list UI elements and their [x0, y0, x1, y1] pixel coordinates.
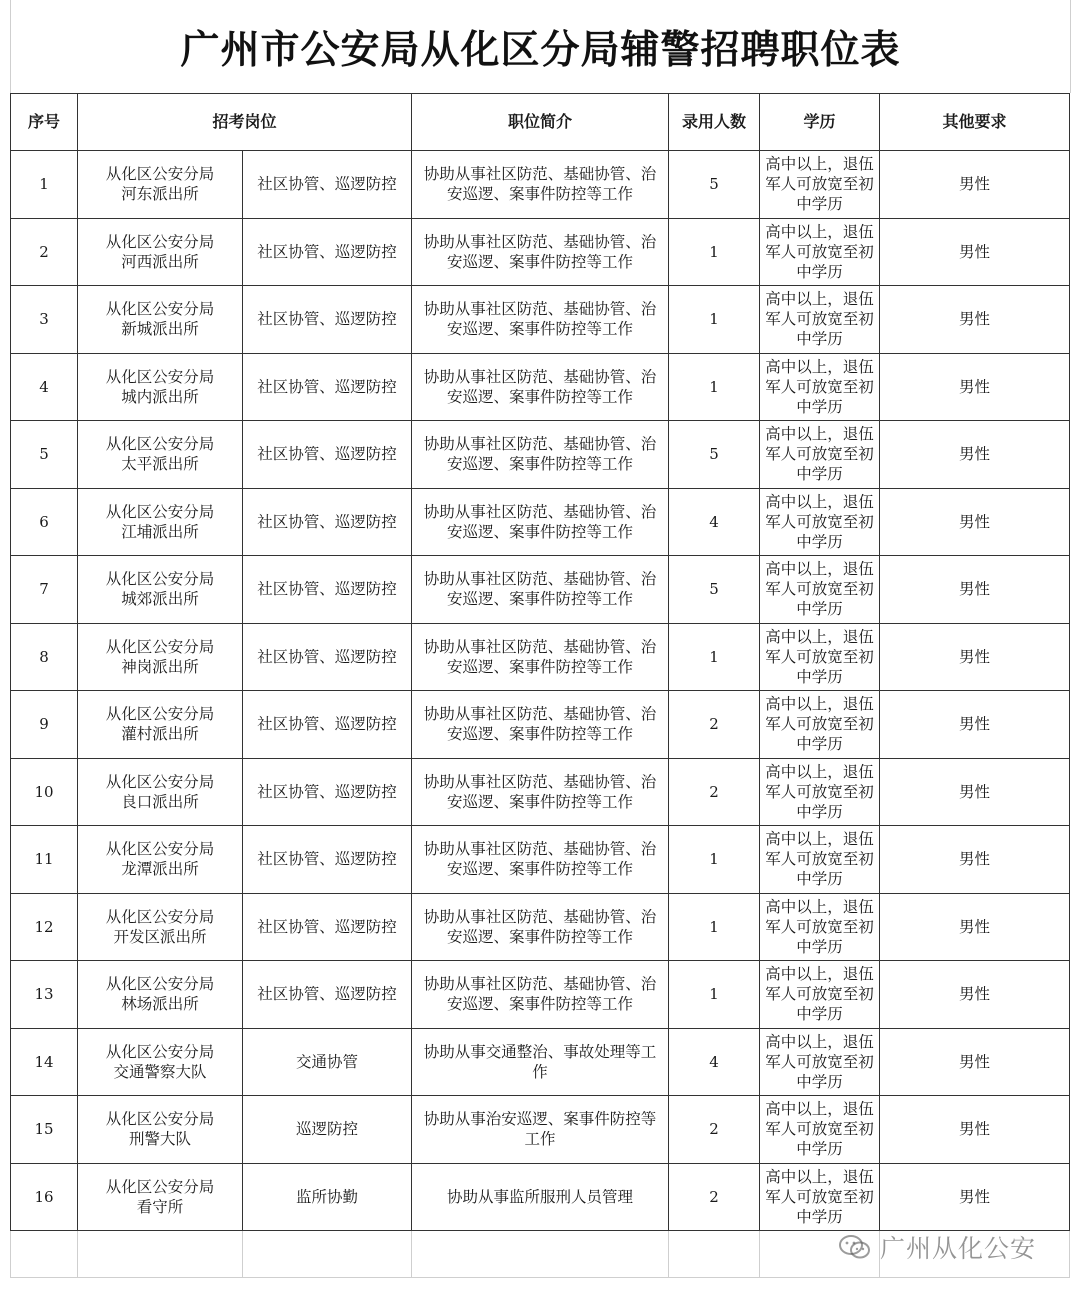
cell-unit: [78, 1163, 243, 1231]
unit-line-1: 从化区公安分局: [105, 840, 215, 859]
cell-description: 协助从事社区防范、基础协管、治安巡逻、案事件防控等工作: [412, 421, 669, 489]
unit-line-1: 从化区公安分局: [105, 300, 215, 319]
unit-line-1: 从化区公安分局: [105, 232, 215, 251]
unit-line-1: 从化区公安分局: [105, 772, 215, 791]
cell-description: 协助从事社区防范、基础协管、治安巡逻、案事件防控等工作: [412, 893, 669, 961]
cell-seq: 13: [11, 961, 78, 1029]
cell-count: 1: [669, 623, 760, 691]
cell-unit: [78, 1096, 243, 1164]
cell-other: 男性: [880, 488, 1070, 556]
cell-unit: [78, 286, 243, 354]
cell-education: 高中以上，退伍军人可放宽至初中学历: [760, 1096, 880, 1164]
cell-count: 2: [669, 691, 760, 759]
unit-line-1: 从化区公安分局: [105, 502, 215, 521]
cell-seq: 15: [11, 1096, 78, 1164]
unit-line-2: 新城派出所: [121, 320, 199, 339]
cell-education: 高中以上，退伍军人可放宽至初中学历: [760, 1028, 880, 1096]
cell-description: 协助从事社区防范、基础协管、治安巡逻、案事件防控等工作: [412, 353, 669, 421]
unit-line-1: 从化区公安分局: [105, 570, 215, 589]
cell-education: 高中以上，退伍军人可放宽至初中学历: [760, 758, 880, 826]
unit-line-1: 从化区公安分局: [105, 637, 215, 656]
cell-other: 男性: [880, 218, 1070, 286]
cell-education: 高中以上，退伍军人可放宽至初中学历: [760, 826, 880, 894]
cell-other: 男性: [880, 556, 1070, 624]
cell-other: 男性: [880, 961, 1070, 1029]
cell-other: 男性: [880, 1163, 1070, 1231]
cell-unit: [78, 623, 243, 691]
unit-line-2: 神岗派出所: [121, 657, 199, 676]
unit-line-2: 良口派出所: [121, 792, 199, 811]
cell-count: 1: [669, 961, 760, 1029]
unit-line-2: 龙潭派出所: [121, 860, 199, 879]
table-row: [11, 691, 1070, 759]
table-row: [11, 758, 1070, 826]
unit-line-2: 太平派出所: [121, 455, 199, 474]
cell-seq: 2: [11, 218, 78, 286]
cell-post: 社区协管、巡逻防控: [243, 488, 412, 556]
cell-description: 协助从事社区防范、基础协管、治安巡逻、案事件防控等工作: [412, 218, 669, 286]
cell-seq: 6: [11, 488, 78, 556]
cell-education: 高中以上，退伍军人可放宽至初中学历: [760, 151, 880, 219]
blank-cell: [78, 1231, 243, 1278]
cell-unit: [78, 758, 243, 826]
table-row: [11, 1028, 1070, 1096]
cell-count: 1: [669, 218, 760, 286]
unit-line-2: 灌村派出所: [121, 725, 199, 744]
cell-count: 2: [669, 1163, 760, 1231]
unit-line-1: 从化区公安分局: [105, 165, 215, 184]
blank-cell: [669, 1231, 760, 1278]
cell-post: 社区协管、巡逻防控: [243, 421, 412, 489]
unit-line-1: 从化区公安分局: [105, 705, 215, 724]
table-row: [11, 623, 1070, 691]
table-row: [11, 421, 1070, 489]
cell-education: 高中以上，退伍军人可放宽至初中学历: [760, 961, 880, 1029]
unit-line-2: 交通警察大队: [113, 1062, 207, 1081]
unit-line-2: 河西派出所: [121, 252, 199, 271]
unit-line-2: 城内派出所: [121, 387, 199, 406]
cell-count: 5: [669, 556, 760, 624]
cell-other: 男性: [880, 826, 1070, 894]
unit-line-1: 从化区公安分局: [105, 1110, 215, 1129]
cell-seq: 8: [11, 623, 78, 691]
cell-description: 协助从事社区防范、基础协管、治安巡逻、案事件防控等工作: [412, 488, 669, 556]
recruitment-table: [10, 93, 1070, 1278]
unit-line-2: 开发区派出所: [113, 927, 207, 946]
cell-other: 男性: [880, 1028, 1070, 1096]
cell-seq: 16: [11, 1163, 78, 1231]
cell-education: 高中以上，退伍军人可放宽至初中学历: [760, 623, 880, 691]
table-row: [11, 961, 1070, 1029]
cell-education: 高中以上，退伍军人可放宽至初中学历: [760, 691, 880, 759]
cell-post: 社区协管、巡逻防控: [243, 691, 412, 759]
cell-education: 高中以上，退伍军人可放宽至初中学历: [760, 893, 880, 961]
table-row: [11, 556, 1070, 624]
cell-seq: 10: [11, 758, 78, 826]
cell-seq: 7: [11, 556, 78, 624]
cell-description: 协助从事社区防范、基础协管、治安巡逻、案事件防控等工作: [412, 623, 669, 691]
cell-other: 男性: [880, 893, 1070, 961]
cell-seq: 14: [11, 1028, 78, 1096]
header-education: 学历: [760, 94, 880, 151]
wechat-icon: [838, 1234, 872, 1260]
watermark-text: 广州从化公安: [880, 1234, 1037, 1263]
cell-education: 高中以上，退伍军人可放宽至初中学历: [760, 286, 880, 354]
unit-line-2: 江埔派出所: [121, 522, 199, 541]
cell-count: 1: [669, 826, 760, 894]
unit-line-1: 从化区公安分局: [105, 975, 215, 994]
cell-seq: 9: [11, 691, 78, 759]
cell-post: 交通协管: [243, 1028, 412, 1096]
unit-line-2: 看守所: [136, 1197, 184, 1216]
unit-line-1: 从化区公安分局: [105, 1177, 215, 1196]
cell-description: 协助从事交通整治、事故处理等工作: [412, 1028, 669, 1096]
header-position: 招考岗位: [78, 94, 412, 151]
cell-post: 社区协管、巡逻防控: [243, 758, 412, 826]
table-row: [11, 286, 1070, 354]
cell-education: 高中以上，退伍军人可放宽至初中学历: [760, 218, 880, 286]
blank-cell: [243, 1231, 412, 1278]
cell-post: 社区协管、巡逻防控: [243, 893, 412, 961]
cell-unit: [78, 893, 243, 961]
cell-post: 社区协管、巡逻防控: [243, 961, 412, 1029]
header-seq: 序号: [11, 94, 78, 151]
unit-line-1: 从化区公安分局: [105, 435, 215, 454]
cell-education: 高中以上，退伍军人可放宽至初中学历: [760, 421, 880, 489]
cell-other: 男性: [880, 353, 1070, 421]
cell-other: 男性: [880, 1096, 1070, 1164]
title-row: [10, 0, 1071, 93]
unit-line-1: 从化区公安分局: [105, 1042, 215, 1061]
cell-post: 社区协管、巡逻防控: [243, 353, 412, 421]
cell-description: 协助从事社区防范、基础协管、治安巡逻、案事件防控等工作: [412, 286, 669, 354]
header-other: 其他要求: [880, 94, 1070, 151]
table-row: [11, 218, 1070, 286]
unit-line-2: 林场派出所: [121, 995, 199, 1014]
cell-other: 男性: [880, 691, 1070, 759]
cell-education: 高中以上，退伍军人可放宽至初中学历: [760, 353, 880, 421]
header-count: 录用人数: [669, 94, 760, 151]
cell-unit: [78, 421, 243, 489]
blank-cell: [11, 1231, 78, 1278]
cell-unit: [78, 151, 243, 219]
cell-description: 协助从事治安巡逻、案事件防控等工作: [412, 1096, 669, 1164]
cell-other: 男性: [880, 623, 1070, 691]
cell-seq: 11: [11, 826, 78, 894]
blank-cell: [412, 1231, 669, 1278]
cell-description: 协助从事社区防范、基础协管、治安巡逻、案事件防控等工作: [412, 758, 669, 826]
cell-other: 男性: [880, 286, 1070, 354]
cell-count: 1: [669, 893, 760, 961]
table-row: [11, 1163, 1070, 1231]
unit-line-2: 城郊派出所: [121, 590, 199, 609]
table-row: [11, 488, 1070, 556]
cell-unit: [78, 556, 243, 624]
cell-unit: [78, 691, 243, 759]
cell-count: 2: [669, 1096, 760, 1164]
page-title: 广州市公安局从化区分局辅警招聘职位表: [180, 27, 901, 73]
cell-count: 4: [669, 1028, 760, 1096]
table-row: [11, 151, 1070, 219]
table-row: [11, 893, 1070, 961]
cell-seq: 5: [11, 421, 78, 489]
cell-post: 社区协管、巡逻防控: [243, 623, 412, 691]
cell-description: 协助从事社区防范、基础协管、治安巡逻、案事件防控等工作: [412, 151, 669, 219]
cell-count: 4: [669, 488, 760, 556]
table-row: [11, 826, 1070, 894]
cell-post: 社区协管、巡逻防控: [243, 218, 412, 286]
cell-seq: 3: [11, 286, 78, 354]
table-row: [11, 1096, 1070, 1164]
cell-count: 1: [669, 353, 760, 421]
unit-line-1: 从化区公安分局: [105, 907, 215, 926]
table-row: [11, 353, 1070, 421]
cell-post: 监所协勤: [243, 1163, 412, 1231]
cell-unit: [78, 961, 243, 1029]
cell-post: 社区协管、巡逻防控: [243, 826, 412, 894]
cell-post: 巡逻防控: [243, 1096, 412, 1164]
cell-count: 2: [669, 758, 760, 826]
cell-seq: 4: [11, 353, 78, 421]
cell-description: 协助从事社区防范、基础协管、治安巡逻、案事件防控等工作: [412, 961, 669, 1029]
cell-unit: [78, 218, 243, 286]
cell-post: 社区协管、巡逻防控: [243, 556, 412, 624]
cell-count: 1: [669, 286, 760, 354]
cell-unit: [78, 488, 243, 556]
unit-line-2: 河东派出所: [121, 185, 199, 204]
cell-education: 高中以上，退伍军人可放宽至初中学历: [760, 556, 880, 624]
unit-line-2: 刑警大队: [128, 1130, 191, 1149]
cell-other: 男性: [880, 421, 1070, 489]
cell-unit: [78, 1028, 243, 1096]
cell-unit: [78, 353, 243, 421]
cell-description: 协助从事社区防范、基础协管、治安巡逻、案事件防控等工作: [412, 556, 669, 624]
cell-other: 男性: [880, 151, 1070, 219]
cell-seq: 1: [11, 151, 78, 219]
cell-post: 社区协管、巡逻防控: [243, 286, 412, 354]
cell-unit: [78, 826, 243, 894]
header-description: 职位简介: [412, 94, 669, 151]
header-row: [11, 94, 1070, 151]
cell-education: 高中以上，退伍军人可放宽至初中学历: [760, 488, 880, 556]
cell-seq: 12: [11, 893, 78, 961]
cell-other: 男性: [880, 758, 1070, 826]
unit-line-1: 从化区公安分局: [105, 367, 215, 386]
cell-count: 5: [669, 421, 760, 489]
cell-education: 高中以上，退伍军人可放宽至初中学历: [760, 1163, 880, 1231]
cell-description: 协助从事社区防范、基础协管、治安巡逻、案事件防控等工作: [412, 691, 669, 759]
cell-post: 社区协管、巡逻防控: [243, 151, 412, 219]
watermark: [838, 1231, 1036, 1263]
cell-count: 5: [669, 151, 760, 219]
cell-description: 协助从事监所服刑人员管理: [412, 1163, 669, 1231]
cell-description: 协助从事社区防范、基础协管、治安巡逻、案事件防控等工作: [412, 826, 669, 894]
